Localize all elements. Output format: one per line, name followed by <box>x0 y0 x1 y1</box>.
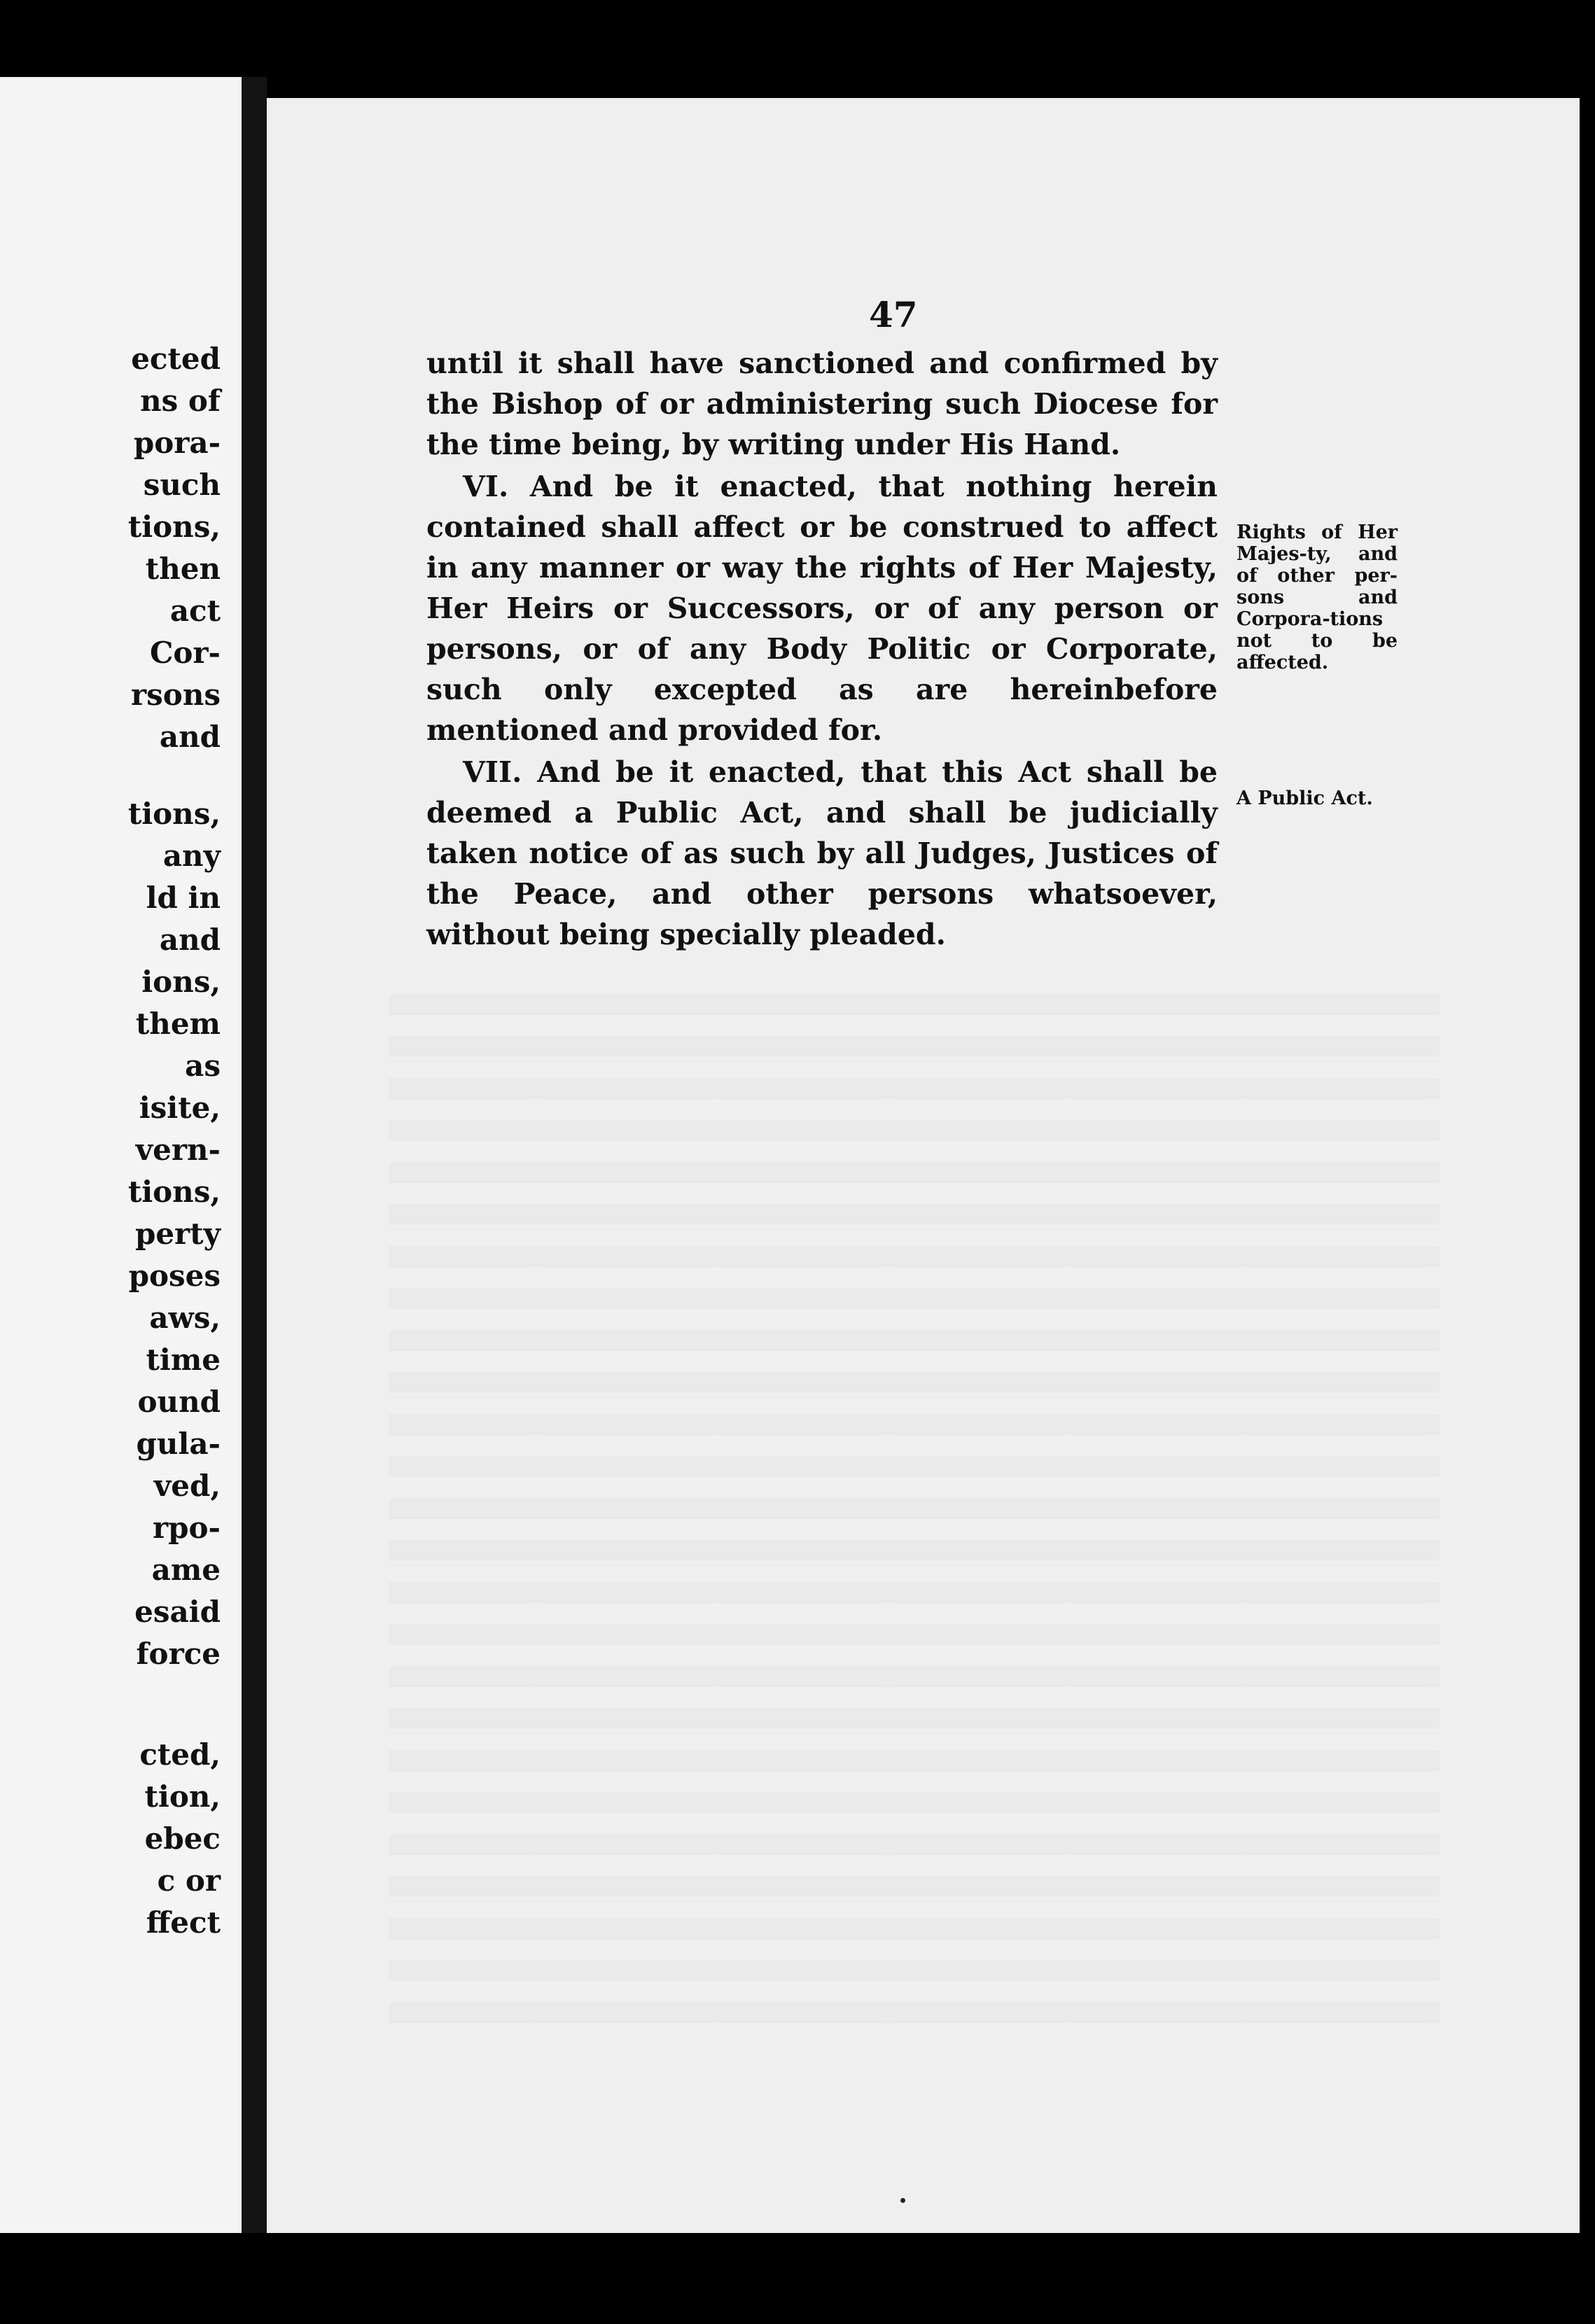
left-page-fragment: ame <box>151 1553 221 1587</box>
left-page-fragment: Cor- <box>149 636 221 670</box>
left-page-fragment: rsons <box>131 678 221 712</box>
left-page-fragment: any <box>162 839 221 873</box>
left-page-fragment: isite, <box>139 1091 221 1125</box>
paragraph-continuation: until it shall have sanctioned and confirmed by the Bishop of or administering such Diocese for the time being, by writing under His Hand. <box>426 346 1218 461</box>
body-text <box>426 343 1218 955</box>
left-page-fragment: tions, <box>127 1175 221 1209</box>
left-page-fragment: force <box>136 1637 221 1671</box>
left-page-fragment: gula- <box>136 1427 221 1461</box>
left-page-fragment: pora- <box>133 426 221 460</box>
left-page-fragment: ound <box>137 1385 221 1419</box>
left-page-fragment: cted, <box>139 1737 221 1772</box>
show-through-bleed <box>389 994 1440 2044</box>
left-page-fragment: act <box>169 594 221 628</box>
left-page-fragment: tions, <box>127 510 221 544</box>
book-gutter <box>242 77 267 2233</box>
left-page-fragment: c or <box>157 1863 221 1898</box>
left-page-fragment: then <box>145 552 221 586</box>
right-page <box>267 98 1580 2233</box>
left-page-fragment: esaid <box>134 1595 221 1629</box>
left-page-fragment: ld in <box>146 881 221 915</box>
ink-speck <box>900 2198 905 2203</box>
left-page-fragment: time <box>146 1343 221 1377</box>
left-page-fragment: tions, <box>127 797 221 831</box>
left-page-fragment: aws, <box>149 1301 221 1335</box>
left-page-fragment: such <box>143 468 221 502</box>
left-page-fragment: ions, <box>141 965 221 999</box>
marginal-note-rights: Rights of Her Majes-ty, and of other per-sons and Corpora-tions not to be affected. <box>1237 522 1398 673</box>
left-page-fragment: ffect <box>146 1905 221 1940</box>
left-page-fragment: ved, <box>153 1469 221 1503</box>
left-page-fragment: rpo- <box>153 1511 221 1545</box>
left-page-fragment: ebec <box>144 1821 221 1856</box>
left-page-fragment: and <box>159 720 221 754</box>
left-page-fragment: ected <box>131 342 221 376</box>
left-page-fragment: vern- <box>135 1133 221 1167</box>
left-page-fragment: poses <box>128 1259 221 1293</box>
section-vii-paragraph: VII. And be it enacted, that this Act shall be deemed a Public Act, and shall be judicially taken notice of as such by all Judges, Justices of the Peace, and other persons whatsoever, without being specially pleaded. <box>426 755 1218 951</box>
left-page-fragment: as <box>185 1049 221 1083</box>
left-page-fragment: and <box>159 923 221 957</box>
left-page-fragment: them <box>135 1007 221 1041</box>
section-vi-paragraph: VI. And be it enacted, that nothing herein contained shall affect or be construed to affect in any manner or way the rights of Her Majesty, Her Heirs or Successors, or of any person or persons, or of any Body Politic or Corporate, such only excepted as are hereinbefore mentioned and provided for. <box>426 470 1218 747</box>
left-page-fragment: perty <box>134 1217 221 1251</box>
marginal-note-public-act: A Public Act. <box>1237 788 1373 809</box>
left-page-fragment: ns of <box>140 384 221 418</box>
page-number: 47 <box>869 294 918 335</box>
left-page-fragment: tion, <box>144 1779 221 1814</box>
left-page <box>0 77 242 2233</box>
